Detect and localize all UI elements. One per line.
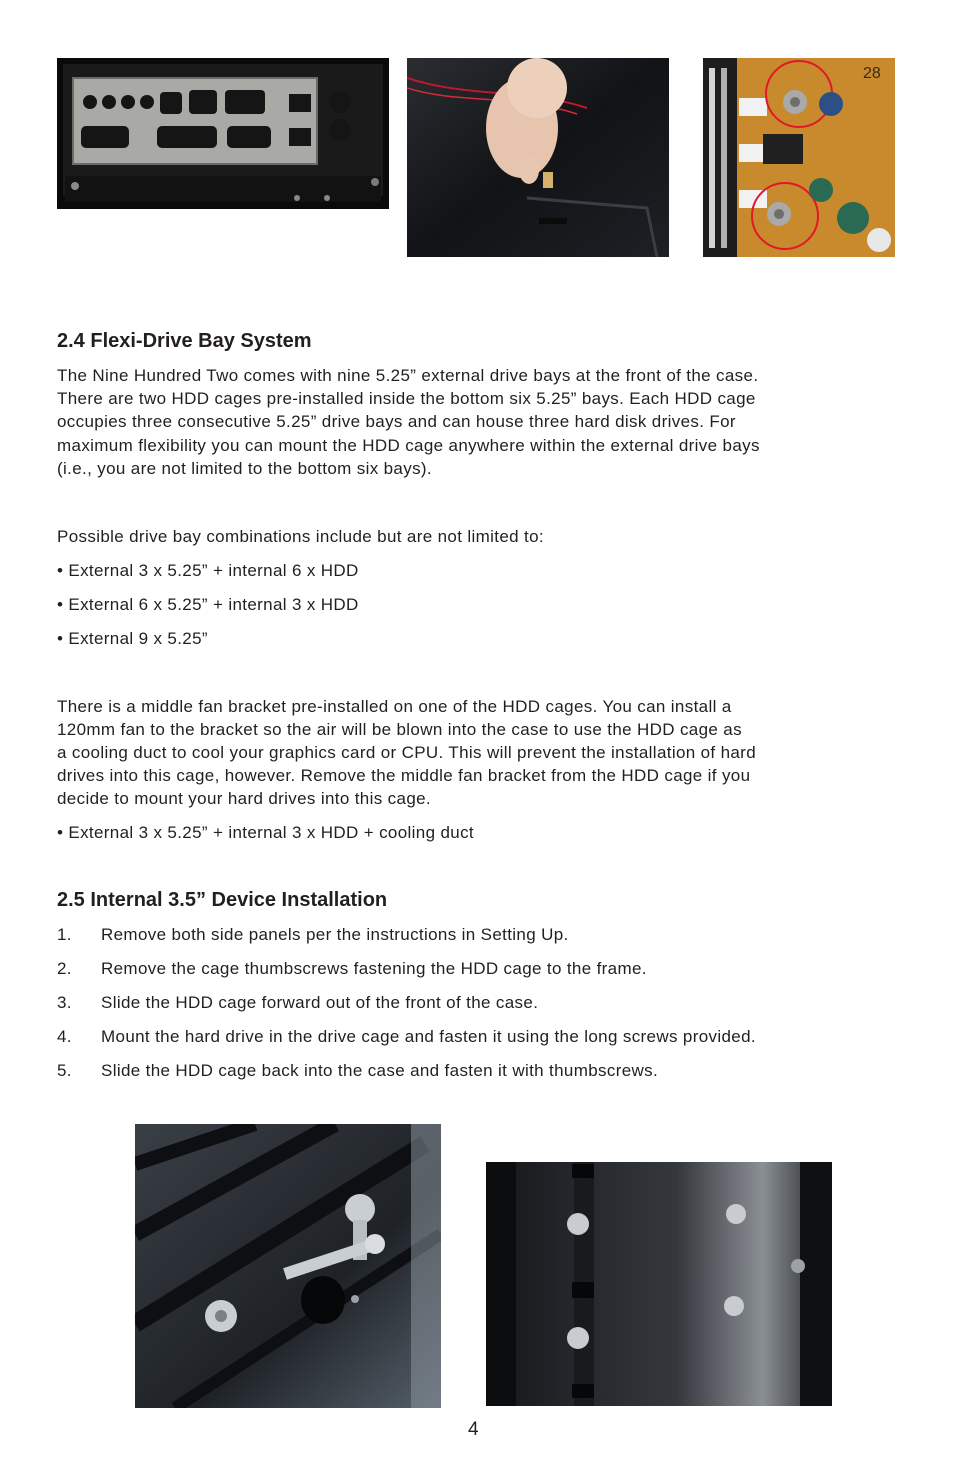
step-number: 1. (57, 925, 72, 944)
combination-bullet: • External 6 x 5.25” + internal 3 x HDD (57, 595, 359, 614)
step-text: Mount the hard drive in the drive cage and fasten it using the long screws provided. (101, 1027, 756, 1046)
step-number: 2. (57, 959, 72, 978)
step-item (57, 925, 569, 945)
step-text: Slide the HDD cage back into the case and fasten it with thumbscrews. (101, 1061, 659, 1080)
intro-line-2: There are two HDD cages pre-installed inside the bottom six 5.25” bays. Each HDD cage (57, 389, 756, 408)
step-item (57, 993, 538, 1013)
section-heading-flexi-drive: 2.4 Flexi-Drive Bay System (57, 330, 312, 352)
step-text: Remove both side panels per the instructions in Setting Up. (101, 925, 569, 944)
intro-line-1: The Nine Hundred Two comes with nine 5.25” external drive bays at the front of the case. (57, 366, 759, 385)
step-item (57, 1061, 658, 1081)
intro-line-5: (i.e., you are not limited to the bottom six bays). (57, 459, 433, 478)
fan-line-4: drives into this cage, however. Remove the middle fan bracket from the HDD cage if you (57, 766, 751, 785)
fan-line-3: a cooling duct to cool your graphics card or CPU. This will prevent the installation of hard (57, 743, 757, 762)
combinations-intro: Possible drive bay combinations include but are not limited to: (57, 527, 544, 546)
step-item (57, 959, 647, 979)
step-number: 3. (57, 993, 72, 1012)
page-number: 4 (468, 1419, 479, 1440)
fan-line-2: 120mm fan to the bracket so the air will be blown into the case to use the HDD cage as (57, 720, 742, 739)
hdd-cage-screws-photo (135, 1124, 441, 1408)
io-shield-photo (57, 58, 389, 209)
step-number: 5. (57, 1061, 72, 1080)
motherboard-screws-photo (703, 58, 895, 257)
step-number: 4. (57, 1027, 72, 1046)
combination-bullet: • External 9 x 5.25” (57, 629, 208, 648)
fan-line-1: There is a middle fan bracket pre-installed on one of the HDD cages. You can install a (57, 697, 732, 716)
intro-line-3: occupies three consecutive 5.25” drive bays and can house three hard disk drives. For (57, 412, 736, 431)
step-text: Remove the cage thumbscrews fastening the HDD cage to the frame. (101, 959, 647, 978)
thumbscrews-photo (486, 1162, 832, 1406)
section-heading-internal-device: 2.5 Internal 3.5” Device Installation (57, 889, 388, 911)
fan-line-5: decide to mount your hard drives into this cage. (57, 789, 431, 808)
intro-line-4: maximum flexibility you can mount the HDD cage anywhere within the external drive bays (57, 436, 760, 455)
cooling-duct-bullet: • External 3 x 5.25” + internal 3 x HDD + cooling duct (57, 823, 474, 842)
svg-text:28: 28 (863, 65, 881, 82)
standoff-install-photo (407, 58, 669, 257)
combination-bullet: • External 3 x 5.25” + internal 6 x HDD (57, 561, 359, 580)
step-text: Slide the HDD cage forward out of the front of the case. (101, 993, 539, 1012)
step-item (57, 1027, 756, 1047)
